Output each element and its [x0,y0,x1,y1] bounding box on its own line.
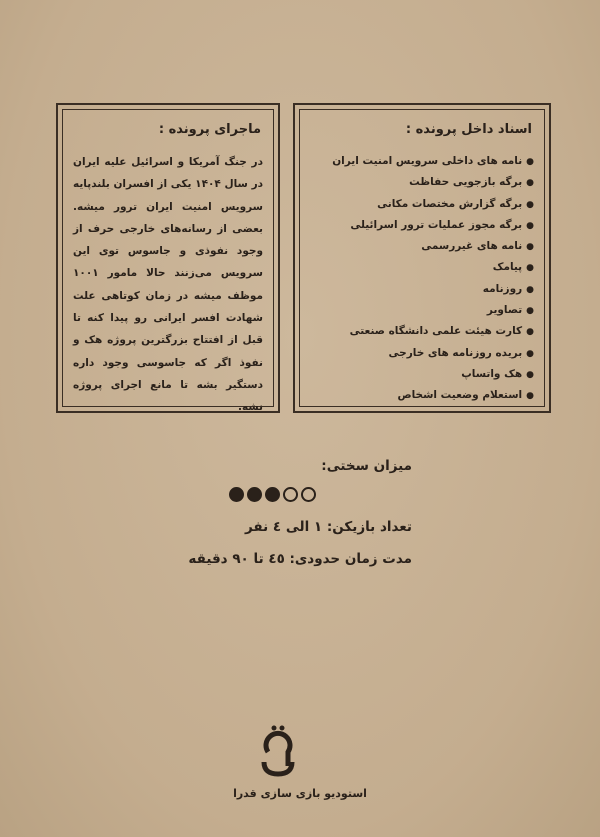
document-item [310,151,534,172]
document-item [310,215,534,236]
story-title: ماجرای پرونده : [158,122,261,137]
bullet-icon: ● [526,263,534,274]
bullet-icon: ● [526,199,534,210]
document-item-label: برگه گزارش مختصات مکانی [377,197,523,210]
document-item [310,321,534,342]
document-item [310,236,534,257]
difficulty-dot-filled [247,487,262,502]
document-item-label: برگه بازجویی حفاظت [409,176,523,189]
story-text: در جنگ آمریکا و اسرائیل علیه ایران در سال ۱۴۰۴ یکی از افسران بلندپایه سرویس امنیت ایران ترور میشه. بعضی از رسانه‌های خارجی حرف از وجود نفوذی و جاسوس توی این سرویس می‌زنند حالا مامور ۱۰۰۱ موظف میشه در زمان کوتاهی علت شهادت افسر ایرانی رو پیدا کنه تا قبل از افتتاح بزرگترین پروژه هک و نفوذ اگر که جاسوسی وجود داره دستگیر بشه تا مانع اجرای پروژه نشه. [73,156,264,414]
documents-box-inner [299,109,545,407]
bullet-icon: ● [526,391,534,402]
bullet-icon: ● [526,306,534,317]
difficulty-dot-filled [229,487,244,502]
document-item-label: بریده روزنامه های خارجی [388,346,523,359]
document-item-label: نامه های غیررسمی [421,240,523,253]
story-box [56,103,280,413]
document-item-label: نامه های داخلی سرویس امنیت ایران [332,155,523,167]
document-item [310,385,534,406]
document-item-label: استعلام وضعیت اشخاص [397,389,523,402]
bullet-icon: ● [526,369,534,380]
players-count: تعداد بازیکن: ۱ الی ٤ نفر [245,519,412,535]
document-item-label: روزنامه [482,282,523,295]
document-item-label: کارت هیئت علمی دانشگاه صنعتی [349,325,523,338]
studio-name: استودیو بازی سازی قدرا [233,787,367,800]
bullet-icon: ● [526,348,534,359]
difficulty-rating [229,487,316,502]
bullet-icon: ● [526,178,534,189]
document-item [310,300,534,321]
story-box-inner [62,109,274,414]
play-duration: مدت زمان حدودی: ٤٥ تا ۹۰ دقیقه [188,551,412,567]
documents-box [293,103,551,413]
document-item-label: پیامک [492,261,523,274]
document-item [310,172,534,193]
difficulty-dot-empty [301,487,316,502]
document-item [310,343,534,364]
difficulty-label: میزان سختی: [321,458,412,474]
document-item [310,257,534,278]
document-item-label: هک واتساپ [461,367,523,380]
bullet-icon: ● [526,242,534,253]
bullet-icon: ● [526,220,534,231]
bullet-icon: ● [526,284,534,295]
documents-list [310,151,534,407]
bullet-icon: ● [526,157,534,167]
document-item [310,194,534,215]
studio-logo-icon [258,722,298,778]
bullet-icon: ● [526,327,534,338]
document-item-label: تصاویر [486,304,523,317]
document-item [310,364,534,385]
difficulty-dot-empty [283,487,298,502]
document-item [310,279,534,300]
document-item-label: برگه مجوز عملیات ترور اسرائیلی [350,218,523,231]
difficulty-dot-filled [265,487,280,502]
documents-title: اسناد داخل پرونده : [405,122,532,137]
